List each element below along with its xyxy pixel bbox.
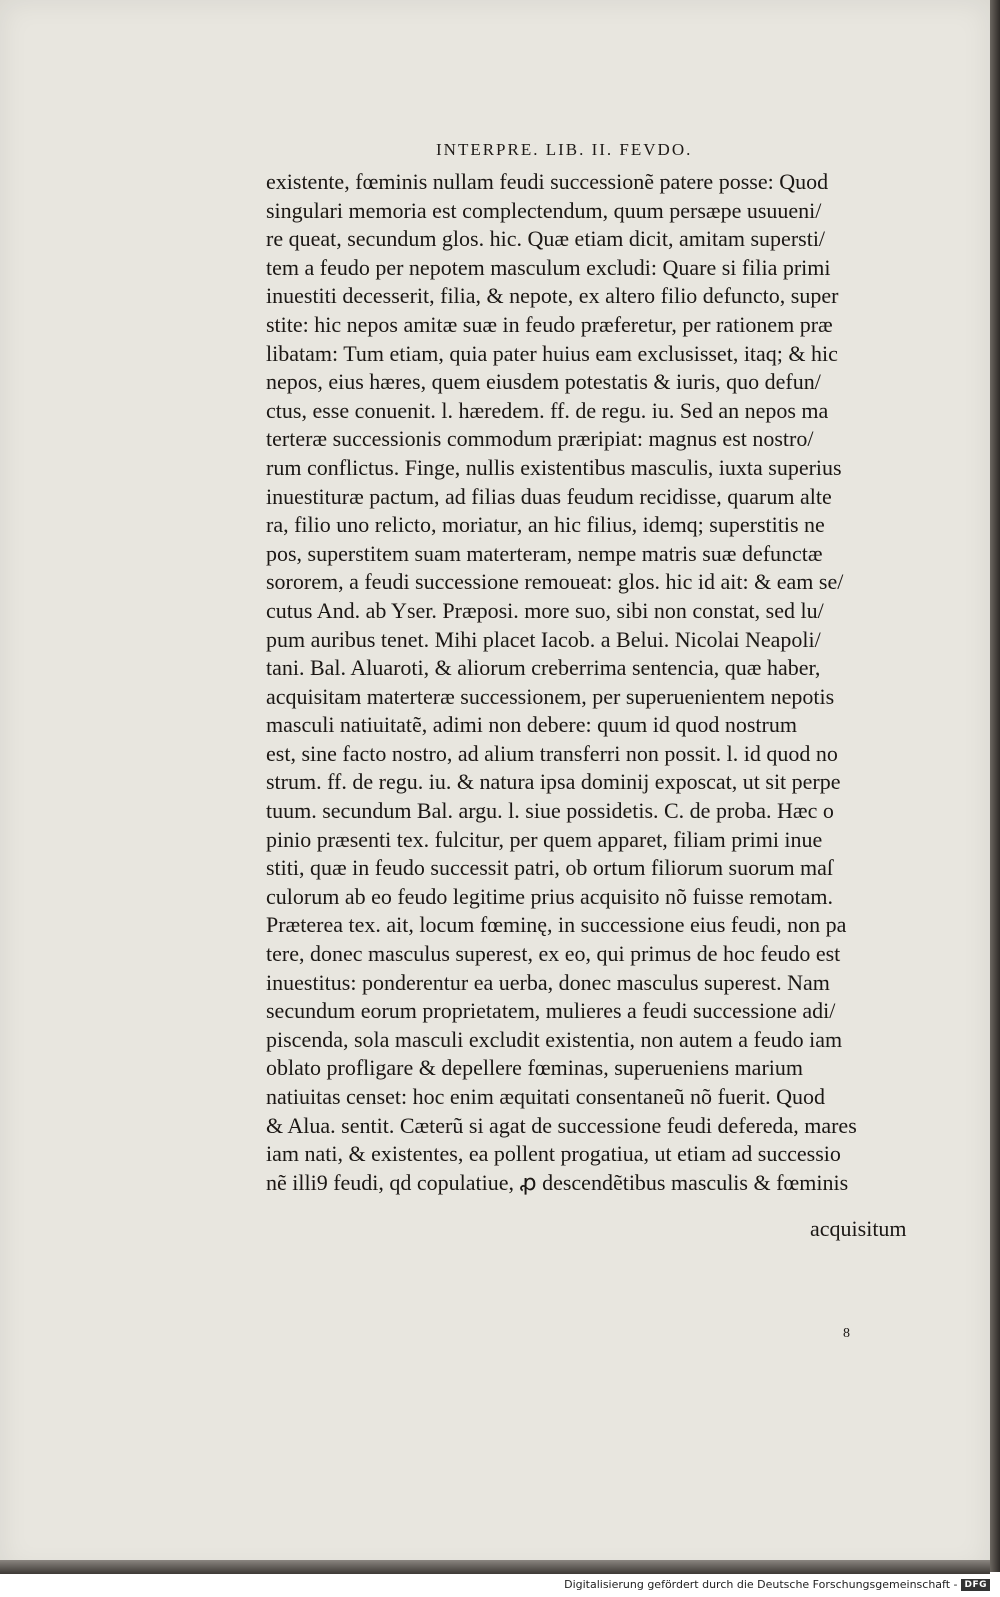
text-line: acquisitam materteræ successionem, per superuenientem nepotis bbox=[266, 683, 835, 709]
digitization-footer bbox=[564, 1578, 990, 1591]
text-line: nẽ illi9 feudi, qd copulatiue, ꝓ descendẽtibus masculis & fœminis bbox=[266, 1169, 849, 1195]
text-line: pinio præsenti tex. fulcitur, per quem apparet, filiam primi inue bbox=[266, 826, 823, 852]
signature-mark: 8 bbox=[843, 1326, 850, 1341]
text-line: pos, superstitem suam materteram, nempe matris suæ defunctæ bbox=[266, 540, 823, 566]
text-line: iam nati, & existentes, ea pollent progatiua, ut etiam ad successio bbox=[266, 1141, 841, 1167]
text-line: stite: hic nepos amitæ suæ in feudo præferetur, per rationem præ bbox=[266, 311, 833, 337]
text-line: piscenda, sola masculi excludit existentia, non autem a feudo iam bbox=[266, 1026, 843, 1052]
footer-credit: Digitalisierung gefördert durch die Deutsche Forschungsgemeinschaft - bbox=[564, 1578, 958, 1591]
text-line: terteræ successionis commodum præripiat: magnus est nostro/ bbox=[266, 426, 814, 452]
text-line: tuum. secundum Bal. argu. l. siue possidetis. C. de proba. Hæc o bbox=[266, 798, 834, 824]
scan-bottom-edge bbox=[0, 1560, 990, 1574]
text-line: strum. ff. de regu. iu. & natura ipsa dominij exposcat, ut sit perpe bbox=[266, 769, 841, 795]
text-line: nepos, eius hæres, quem eiusdem potestatis & iuris, quo defun/ bbox=[266, 369, 821, 395]
text-line: oblato profligare & depellere fœminas, superueniens marium bbox=[266, 1055, 803, 1081]
text-line: tani. Bal. Aluaroti, & aliorum creberrima sentencia, quæ haber, bbox=[266, 655, 821, 681]
book-edge bbox=[990, 0, 1000, 1572]
text-line: culorum ab eo feudo legitime prius acquisito nõ fuisse remotam. bbox=[266, 883, 833, 909]
text-line: masculi natiuitatẽ, adimi non debere: quum id quod nostrum bbox=[266, 712, 797, 738]
dfg-logo-icon: DFG bbox=[961, 1579, 990, 1591]
text-line: inuestitus: ponderentur ea uerba, donec masculus superest. Nam bbox=[266, 969, 830, 995]
text-line: tem a feudo per nepotem masculum excludi: Quare si filia primi bbox=[266, 254, 831, 280]
text-line: est, sine facto nostro, ad alium transferri non possit. l. id quod no bbox=[266, 740, 838, 766]
text-line: natiuitas censet: hoc enim æquitati consentaneũ nõ fuerit. Quod bbox=[266, 1084, 826, 1109]
text-line: existente, fœminis nullam feudi successionẽ patere posse: Quod bbox=[266, 169, 829, 194]
text-line: inuestiti decesserit, filia, & nepote, ex altero filio defuncto, super bbox=[266, 283, 839, 309]
text-line: ctus, esse conuenit. l. hæredem. ff. de regu. iu. Sed an nepos ma bbox=[266, 397, 829, 423]
body-text bbox=[266, 168, 941, 1197]
text-line: libatam: Tum etiam, quia pater huius eam exclusisset, itaq; & hic bbox=[266, 340, 838, 366]
text-line: tere, donec masculus superest, ex eo, qui primus de hoc feudo est bbox=[266, 941, 841, 967]
text-line: singulari memoria est complectendum, quum persæpe usuueni/ bbox=[266, 197, 822, 223]
text-line: pum auribus tenet. Mihi placet Iacob. a Belui. Nicolai Neapoli/ bbox=[266, 626, 821, 652]
running-head: INTERPRE. LIB. II. FEVDO. bbox=[436, 140, 693, 159]
text-line: stiti, quæ in feudo successit patri, ob ortum filiorum suorum maſ bbox=[266, 855, 834, 881]
text-line: Præterea tex. ait, locum fœminę, in successione eius feudi, non pa bbox=[266, 912, 847, 938]
text-line: ra, filio uno relicto, moriatur, an hic filius, idemq; superstitis ne bbox=[266, 512, 825, 538]
catchword: acquisitum bbox=[810, 1216, 907, 1241]
text-line: secundum eorum proprietatem, mulieres a feudi successione adi/ bbox=[266, 998, 836, 1024]
text-line: inuestituræ pactum, ad filias duas feudum recidisse, quarum alte bbox=[266, 483, 832, 509]
text-line: rum conflictus. Finge, nullis existentibus masculis, iuxta superius bbox=[266, 454, 842, 480]
text-line: & Alua. sentit. Cæterũ si agat de successione feudi defereda, mares bbox=[266, 1112, 857, 1138]
text-line: sororem, a feudi successione remoueat: glos. hic id ait: & eam se/ bbox=[266, 569, 844, 595]
text-line: cutus And. ab Yser. Præposi. more suo, sibi non constat, sed lu/ bbox=[266, 597, 824, 623]
text-line: re queat, secundum glos. hic. Quæ etiam dicit, amitam supersti/ bbox=[266, 226, 826, 252]
